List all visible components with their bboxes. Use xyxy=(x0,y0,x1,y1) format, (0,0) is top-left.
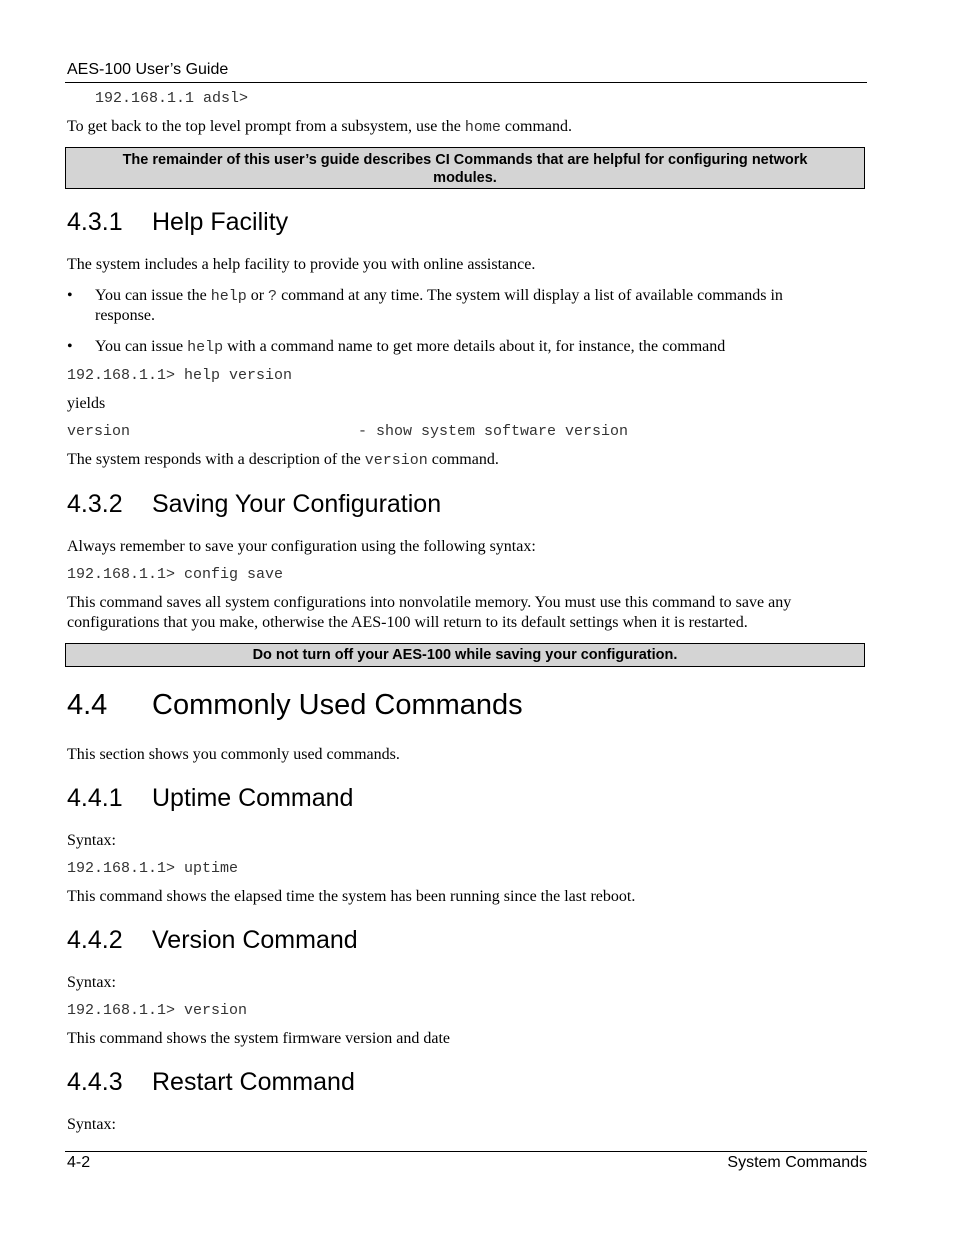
config-save-description-line2: configurations that you make, otherwise the AES-100 will return to its default settings when it is restarted. xyxy=(67,614,748,631)
bullet-help-with-name: You can issue help with a command name to get more details about it, for instance, the command xyxy=(95,338,726,356)
help-version-code: 192.168.1.1> help version xyxy=(67,367,293,384)
header-rule xyxy=(65,82,867,83)
note-box-do-not-turn-off: Do not turn off your AES-100 while saving your configuration. xyxy=(65,643,865,667)
section-heading-4-4-1: 4.4.1 Uptime Command xyxy=(67,784,354,812)
section-heading-4-4-2: 4.4.2 Version Command xyxy=(67,926,358,954)
bullet-dot: • xyxy=(67,338,73,355)
commonly-used-paragraph: This section shows you commonly used commands. xyxy=(67,746,400,763)
version-description: This command shows the system firmware version and date xyxy=(67,1030,451,1047)
bullet-help-command-line2: response. xyxy=(95,307,155,324)
config-save-description-line1: This command saves all system configurations into nonvolatile memory. You must use this command to save any xyxy=(67,594,792,611)
footer-chapter-title: System Commands xyxy=(727,1154,867,1171)
output-description: - show system software version xyxy=(358,423,629,440)
footer-rule xyxy=(65,1151,867,1152)
bullet-help-command: You can issue the help or ? command at any time. The system will display a list of available commands in xyxy=(95,287,783,305)
uptime-description: This command shows the elapsed time the system has been running since the last reboot. xyxy=(67,888,636,905)
section-heading-4-4-3: 4.4.3 Restart Command xyxy=(67,1068,355,1096)
help-facility-paragraph: The system includes a help facility to provide you with online assistance. xyxy=(67,256,536,273)
section-heading-4-4: 4.4 Commonly Used Commands xyxy=(67,689,523,721)
restart-syntax-label: Syntax: xyxy=(67,1116,116,1133)
output-command: version xyxy=(67,423,131,440)
uptime-syntax-label: Syntax: xyxy=(67,832,116,849)
yields-label: yields xyxy=(67,395,106,412)
config-save-code: 192.168.1.1> config save xyxy=(67,566,284,583)
intro-paragraph: To get back to the top level prompt from a subsystem, use the home command. xyxy=(67,118,573,136)
bullet-dot: • xyxy=(67,287,73,304)
save-config-paragraph: Always remember to save your configuration using the following syntax: xyxy=(67,538,536,555)
prompt-code: 192.168.1.1 adsl> xyxy=(95,90,249,107)
section-heading-4-3-2: 4.3.2 Saving Your Configuration xyxy=(67,490,442,518)
system-responds-paragraph: The system responds with a description of the version command. xyxy=(67,451,499,469)
footer-page-number: 4-2 xyxy=(67,1154,91,1171)
version-code: 192.168.1.1> version xyxy=(67,1002,248,1019)
uptime-code: 192.168.1.1> uptime xyxy=(67,860,239,877)
section-heading-4-3-1: 4.3.1 Help Facility xyxy=(67,208,289,236)
running-header: AES-100 User’s Guide xyxy=(67,61,229,78)
note-box-ci-commands: The remainder of this user’s guide describes CI Commands that are helpful for configuring network modules. xyxy=(65,147,865,189)
version-syntax-label: Syntax: xyxy=(67,974,116,991)
